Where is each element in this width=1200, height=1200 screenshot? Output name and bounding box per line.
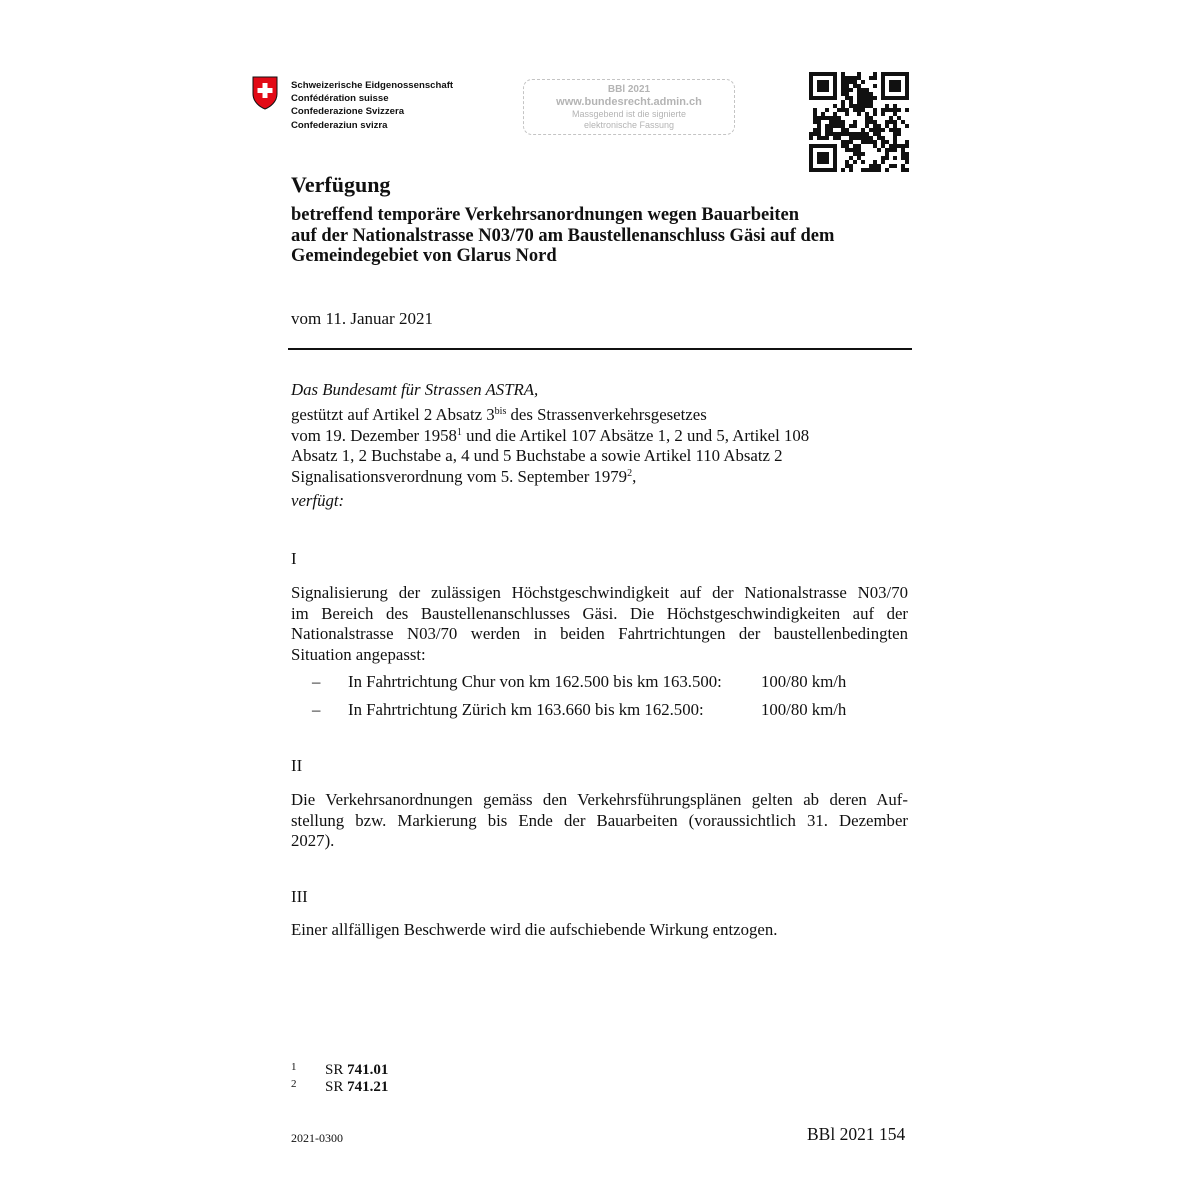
legal-basis-line (291, 426, 911, 447)
swiss-coat-of-arms-icon (252, 76, 278, 110)
federation-name-it: Confederazione Svizzera (291, 106, 405, 118)
section-3-body (291, 920, 777, 941)
paragraph-line: stellung bzw. Markierung bis Ende der Bauarbeiten (voraussichtlich 31. Dezember (291, 810, 908, 830)
list-item-text: In Fahrtrichtung Zürich km 163.660 bis km 162.500: (348, 700, 704, 719)
federation-name-fr: Confédération suisse (291, 93, 389, 105)
qr-code-modules (809, 72, 909, 172)
section-2-body (291, 790, 908, 852)
paragraph-line: Signalisierung der zulässigen Höchstgeschwindigkeit auf der Nationalstrasse N03/70 (291, 583, 908, 602)
document-number: 2021-0300 (291, 1131, 343, 1145)
text-run: vom 19. Dezember 1958 (291, 425, 457, 445)
stamp-url[interactable]: www.bundesrecht.admin.ch (556, 96, 702, 108)
paragraph-line: im Bereich des Baustellenanschlusses Gäsi. Die Höchstgeschwindigkeiten auf der (291, 603, 908, 623)
footnote-ref-link[interactable]: 741.01 (347, 1062, 389, 1078)
qr-code-icon (809, 72, 909, 172)
section-numeral-3: III (291, 887, 308, 906)
section-numeral-1: I (291, 549, 297, 568)
document-subtitle (291, 205, 911, 267)
text-run: gestützt auf Artikel 2 Absatz 3 (291, 405, 495, 424)
paragraph-line: Situation angepasst: (291, 644, 426, 664)
legal-basis-line: Absatz 1, 2 Buchstabe a, 4 und 5 Buchstabe a sowie Artikel 110 Absatz 2 (291, 446, 783, 465)
footnote-ref-2[interactable]: 2 (627, 467, 633, 479)
text-run: , (632, 466, 637, 486)
federation-name-de: Schweizerische Eidgenossenschaft (291, 80, 454, 91)
section-1-body (291, 583, 908, 665)
decree-verb: verfügt: (291, 491, 345, 510)
paragraph-line: Einer allfälligen Beschwerde wird die aufschiebende Wirkung entzogen. (291, 920, 778, 939)
list-item-value: 100/80 km/h (761, 672, 847, 691)
federation-name-rm: Confederaziun svizra (291, 119, 388, 131)
list-item-value: 100/80 km/h (761, 700, 847, 719)
footnotes (291, 1062, 388, 1096)
text-run: des Strassenverkehrsgesetzes (506, 405, 707, 424)
footnote-number: 1 (291, 1061, 297, 1073)
header-divider (288, 348, 912, 350)
text-run: Signalisationsverordnung vom 5. September 1979 (291, 466, 628, 486)
subtitle-line: betreffend temporäre Verkehrsanordnungen wegen Bauarbeiten (291, 205, 800, 225)
stamp-note-1: Massgebend ist die signierte (571, 109, 687, 119)
footnote (291, 1079, 388, 1096)
subtitle-line: Gemeindegebiet von Glarus Nord (291, 246, 557, 266)
list-item-dash: – (312, 672, 321, 691)
issuing-authority: Das Bundesamt für Strassen ASTRA, (291, 380, 539, 399)
legal-basis-line (291, 467, 911, 488)
list-item-text: In Fahrtrichtung Chur von km 162.500 bis km 163.500: (348, 672, 722, 691)
bbl-reference: BBl 2021 154 (807, 1124, 906, 1144)
publication-stamp (523, 79, 735, 135)
stamp-note-2: elektronische Fassung (583, 119, 675, 130)
federation-name-block (291, 79, 453, 132)
footnote-ref-link[interactable]: 741.21 (347, 1079, 389, 1095)
footnote-prefix: SR (325, 1079, 348, 1095)
footnote-number: 2 (291, 1078, 297, 1090)
text-run: und die Artikel 107 Absätze 1, 2 und 5, Artikel 108 (461, 425, 810, 445)
document-title: Verfügung (291, 172, 391, 197)
footnote-prefix: SR (325, 1062, 348, 1078)
document-date: vom 11. Januar 2021 (291, 309, 433, 328)
paragraph-line: Die Verkehrsanordnungen gemäss den Verkehrsführungsplänen gelten ab deren Auf- (291, 790, 908, 809)
section-numeral-2: II (291, 756, 303, 775)
subtitle-line: auf der Nationalstrasse N03/70 am Baustellenanschluss Gäsi auf dem (291, 225, 835, 246)
list-item-dash: – (312, 700, 321, 719)
footnote-ref-1[interactable]: 1 (456, 426, 462, 438)
stamp-edition: BBl 2021 (607, 84, 651, 95)
legal-basis-line (291, 405, 911, 426)
paragraph-line: Nationalstrasse N03/70 werden in beiden Fahrtrichtungen der baustellenbedingten (291, 624, 908, 643)
paragraph-line: 2027). (291, 831, 335, 850)
superscript: bis (494, 406, 507, 417)
legal-basis (291, 405, 911, 487)
